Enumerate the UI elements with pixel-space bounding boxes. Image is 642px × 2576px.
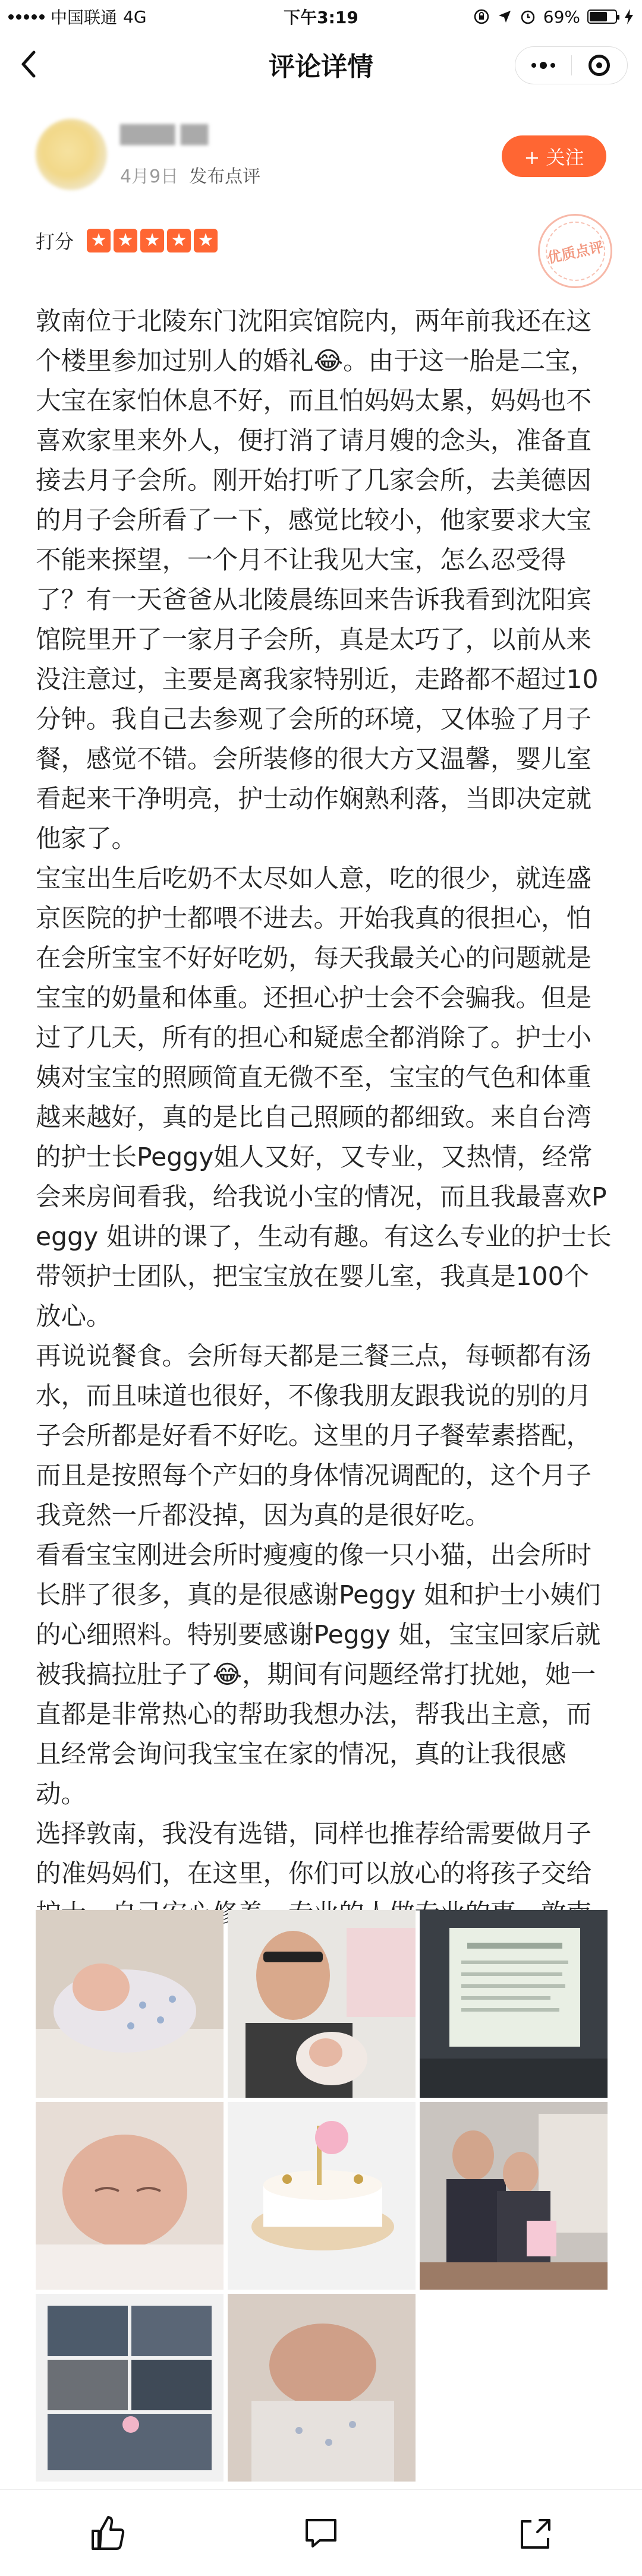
nav-bar xyxy=(0,33,642,95)
star-icon: ★ xyxy=(87,229,111,252)
cake-image xyxy=(228,2102,416,2290)
review-action: 发布点评 xyxy=(189,166,261,187)
review-author xyxy=(36,119,606,196)
back-button[interactable] xyxy=(13,49,44,80)
baby-nap-image xyxy=(228,2294,416,2482)
father-baby-image xyxy=(228,1910,416,2098)
star-icon: ★ xyxy=(194,229,218,252)
rating-label: 打分 xyxy=(36,231,74,253)
review-paragraph: 再说说餐食。会所每天都是三餐三点，每顿都有汤水，而且味道也很好，不像我朋友跟我说的别的月子会所都是好看不好吃。这里的月子餐荤素搭配，而且是按照每个产妇的身体情况调配的，这个月子我竟然一斤都没掉，因为真的是很好吃。 xyxy=(36,1342,592,1530)
mini-program-capsule xyxy=(515,46,628,84)
charging-icon xyxy=(624,8,634,25)
target-icon xyxy=(588,55,610,76)
baby-sleeping-image xyxy=(36,1910,224,2098)
badge-inner-ring xyxy=(540,216,610,286)
status-right xyxy=(473,7,634,27)
family-room-photo[interactable] xyxy=(420,2102,608,2290)
battery-fill xyxy=(590,12,607,21)
follow-button[interactable]: + 关注 xyxy=(502,135,606,177)
badge-text: 优质点评 xyxy=(546,238,605,267)
status-bar xyxy=(0,0,642,33)
lecture-slide-photo[interactable] xyxy=(420,1910,608,2098)
star-icon: ★ xyxy=(114,229,137,252)
group-collage-image xyxy=(36,2294,224,2482)
baby-sleeping-photo[interactable] xyxy=(36,1910,224,2098)
close-miniprogram-button[interactable] xyxy=(572,47,628,84)
baby-nap-photo[interactable] xyxy=(228,2294,416,2482)
star-icon: ★ xyxy=(167,229,191,252)
location-icon xyxy=(497,9,512,24)
father-holding-baby-photo[interactable] xyxy=(228,1910,416,2098)
family-room-image xyxy=(420,2102,608,2290)
review-body xyxy=(36,302,612,1974)
cake-photo[interactable] xyxy=(228,2102,416,2290)
page-title: 评论详情 xyxy=(269,52,373,82)
share-icon xyxy=(516,2514,554,2552)
signal-icon xyxy=(8,14,45,20)
avatar[interactable] xyxy=(36,119,107,190)
star-icon: ★ xyxy=(140,229,164,252)
rating-row xyxy=(36,223,218,258)
bottom-action-bar xyxy=(0,2489,642,2576)
baby-closeup-image xyxy=(36,2102,224,2290)
review-date: 4月9日 xyxy=(120,166,179,187)
review-meta xyxy=(120,162,260,188)
orientation-lock-icon xyxy=(473,8,490,25)
comment-button[interactable] xyxy=(214,2490,428,2576)
review-paragraph: 敦南位于北陵东门沈阳宾馆院内，两年前我还在这个楼里参加过别人的婚礼😂。由于这一胎是二宝，大宝在家怕休息不好，而且怕妈妈太累，妈妈也不喜欢家里来外人，便打消了请月嫂的念头，准备直接去月子会所。刚开始打听了几家会所，去美德因的月子会所看了一下，感觉比较小，他家要求大宝不能来探望，一个月不让我见大宝，怎么忍受得了？有一天爸爸从北陵晨练回来告诉我看到沈阳宾馆院里开了一家月子会所，真是太巧了，以前从来没注意过，主要是离我家特别近，走路都不超过10分钟。我自己去参观了会所的环境，又体验了月子餐，感觉不错。会所装修的很大方又温馨，婴儿室看起来干净明亮，护士动作娴熟利落，当即决定就他家了。 xyxy=(36,307,599,854)
status-left xyxy=(8,5,147,29)
review-paragraph: 看看宝宝刚进会所时瘦瘦的像一只小猫，出会所时长胖了很多，真的是很感谢Peggy 姐和护士小姨们的心细照料。特别要感谢Peggy 姐，宝宝回家后就被我搞拉肚子了😂，期间有问题经常打扰她，她一直都是非常热心的帮助我想办法，帮我出主意，而且经常会询问我宝宝在家的情况，真的让我很感动。 xyxy=(36,1541,601,1809)
carrier-label: 中国联通 xyxy=(51,8,118,27)
more-button[interactable] xyxy=(515,47,571,84)
network-label: 4G xyxy=(123,7,147,27)
group-collage-photo[interactable] xyxy=(36,2294,224,2482)
comment-icon xyxy=(302,2514,340,2552)
battery-icon xyxy=(587,10,617,24)
more-icon xyxy=(531,62,555,69)
review-paragraph: 宝宝出生后吃奶不太尽如人意，吃的很少，就连盛京医院的护士都喂不进去。开始我真的很担心，怕在会所宝宝不好好吃奶，每天我最关心的问题就是宝宝的奶量和体重。还担心护士会不会骗我。但是过了几天，所有的担心和疑虑全都消除了。护士小姨对宝宝的照顾简直无微不至，宝宝的气色和体重越来越好，真的是比自己照顾的都细致。来自台湾的护士长Peggy姐人又好，又专业，又热情，经常会来房间看我，给我说小宝的情况，而且我最喜欢Peggy 姐讲的课了，生动有趣。有这么专业的护士长带领护士团队，把宝宝放在婴儿室，我真是100个放心。 xyxy=(36,864,612,1331)
star-rating xyxy=(87,229,218,252)
quality-review-badge xyxy=(531,207,619,295)
like-button[interactable] xyxy=(0,2490,214,2576)
status-time: 下午3:19 xyxy=(284,8,358,27)
chevron-left-icon xyxy=(20,50,37,78)
thumbs-up-icon xyxy=(88,2514,126,2552)
battery-percent: 69% xyxy=(543,7,580,27)
review-paragraph: 选择敦南，我没有选错，同样也推荐给需要做月子的准妈妈们，在这里，你们可以放心的将孩子交给 安心修养， xyxy=(36,1820,592,1928)
share-button[interactable] xyxy=(428,2490,642,2576)
lecture-slide-image xyxy=(420,1910,608,2098)
baby-closeup-photo[interactable] xyxy=(36,2102,224,2290)
alarm-icon xyxy=(520,8,536,25)
user-name-blurred: ████ ██ xyxy=(120,125,208,146)
